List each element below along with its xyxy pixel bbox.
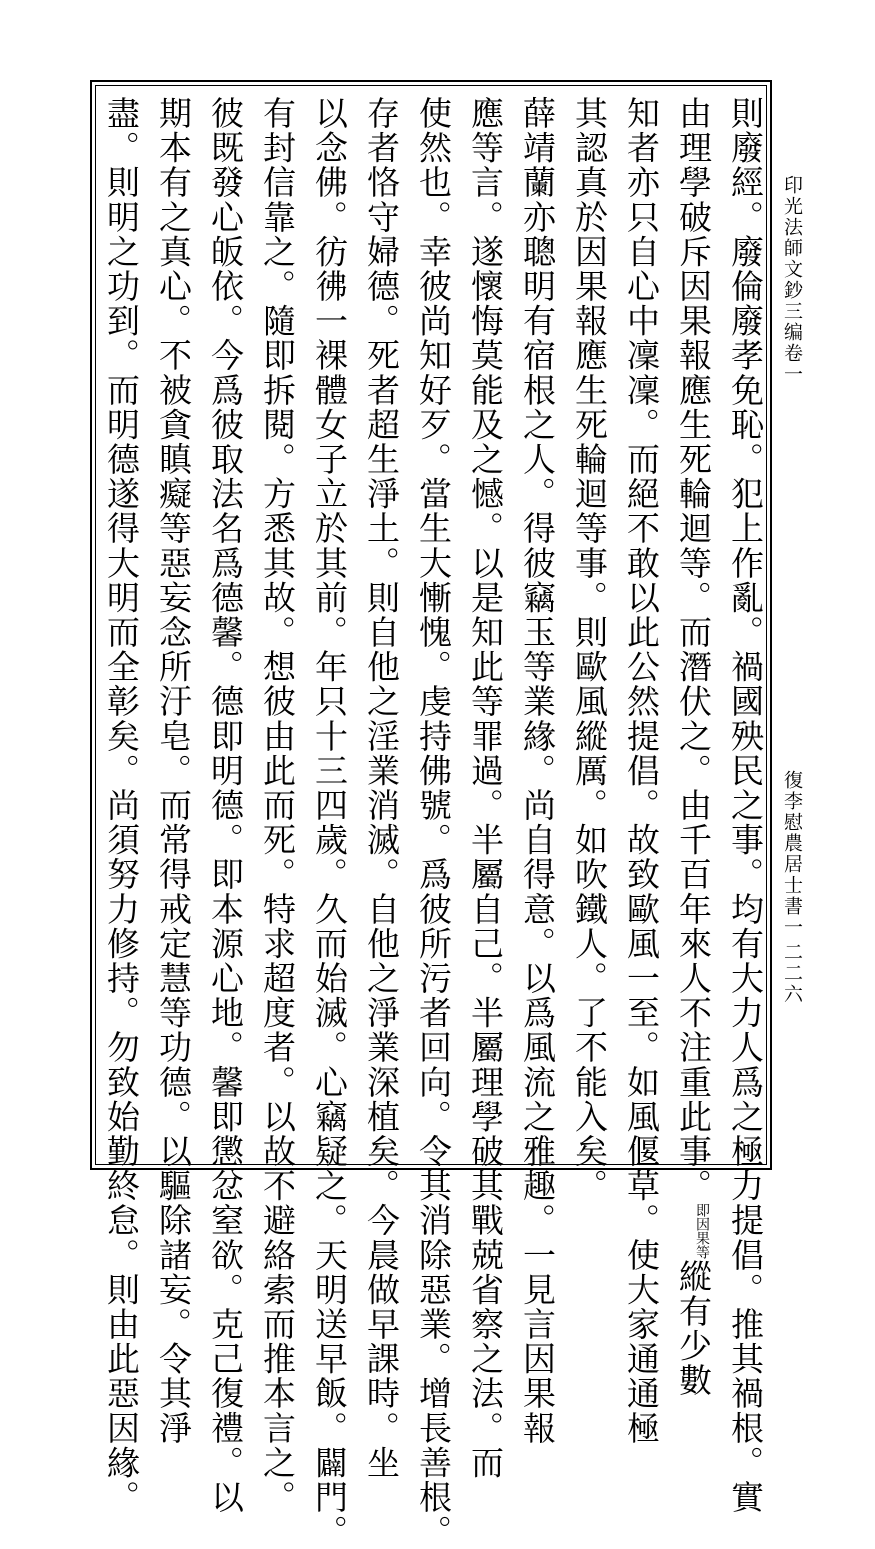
text-column-6: 應等言。遂懷悔莫能及之憾。以是知此等罪過。半屬自己。半屬理學破其戰兢省察之法。而: [466, 96, 505, 1480]
text-column-1: 則廢經。廢倫廢孝免恥。犯上作亂。禍國殃民之事。均有大力人爲之極力提倡。推其禍根。實: [726, 96, 765, 1515]
section-title: 復李慰農居士書一: [781, 770, 803, 938]
inline-note-line-2: 果等: [694, 1231, 710, 1260]
book-title: 印光法師文鈔三编卷一: [781, 175, 803, 385]
text-column-2-tail: 縱有少數: [674, 1259, 713, 1398]
text-column-5: 薛靖蘭亦聰明有宿根之人。得彼竊玉等業緣。尚自得意。以爲風流之雅趣。一見言因果報: [518, 96, 557, 1446]
text-column-4: 其認真於因果報應生死輪迴等事。則歐風縱厲。如吹鐵人。了不能入矣。: [570, 96, 609, 1204]
text-column-11: 彼既發心皈依。今爲彼取法名爲德馨。德即明德。即本源心地。馨即懲忿窒欲。克己復禮。以: [206, 96, 245, 1515]
text-column-12: 期本有之真心。不被貪瞋癡等惡妄念所汙皂。而常得戒定慧等功德。以驅除諸妄。令其淨: [154, 96, 193, 1446]
text-column-13: 盡。則明之功到。而明德遂得大明而全彰矣。尚須努力修持。勿致始勤終怠。則由此惡因緣。: [102, 96, 141, 1515]
text-column-8: 存者恪守婦德。死者超生淨土。則自他之淫業消滅。自他之淨業深植矣。今晨做早課時。坐: [362, 96, 401, 1480]
inline-note: [694, 1203, 710, 1259]
inline-note-line-1: 即因: [694, 1203, 710, 1232]
text-column-2-main: 由理學破斥因果報應生死輪迴等。而潛伏之。由千百年來人不注重此事。: [674, 96, 713, 1204]
page-number: 二二六: [781, 942, 803, 1005]
text-column-10: 有封信靠之。隨即拆閱。方悉其故。想彼由此而死。特求超度者。以故不避絡索而推本言之。: [258, 96, 297, 1515]
text-column-2: [673, 96, 713, 1398]
text-column-3: 知者亦只自心中凜凜。而絕不敢以此公然提倡。故致歐風一至。如風偃草。使大家通通極: [622, 96, 661, 1446]
text-column-9: 以念佛。彷彿一裸體女子立於其前。年只十三四歲。久而始滅。心竊疑之。天明送早飯。闢門。: [310, 96, 349, 1549]
text-column-7: 使然也。幸彼尚知好歹。當生大慚愧。虔持佛號。爲彼所污者回向。令其消除惡業。增長善根。: [414, 96, 453, 1549]
